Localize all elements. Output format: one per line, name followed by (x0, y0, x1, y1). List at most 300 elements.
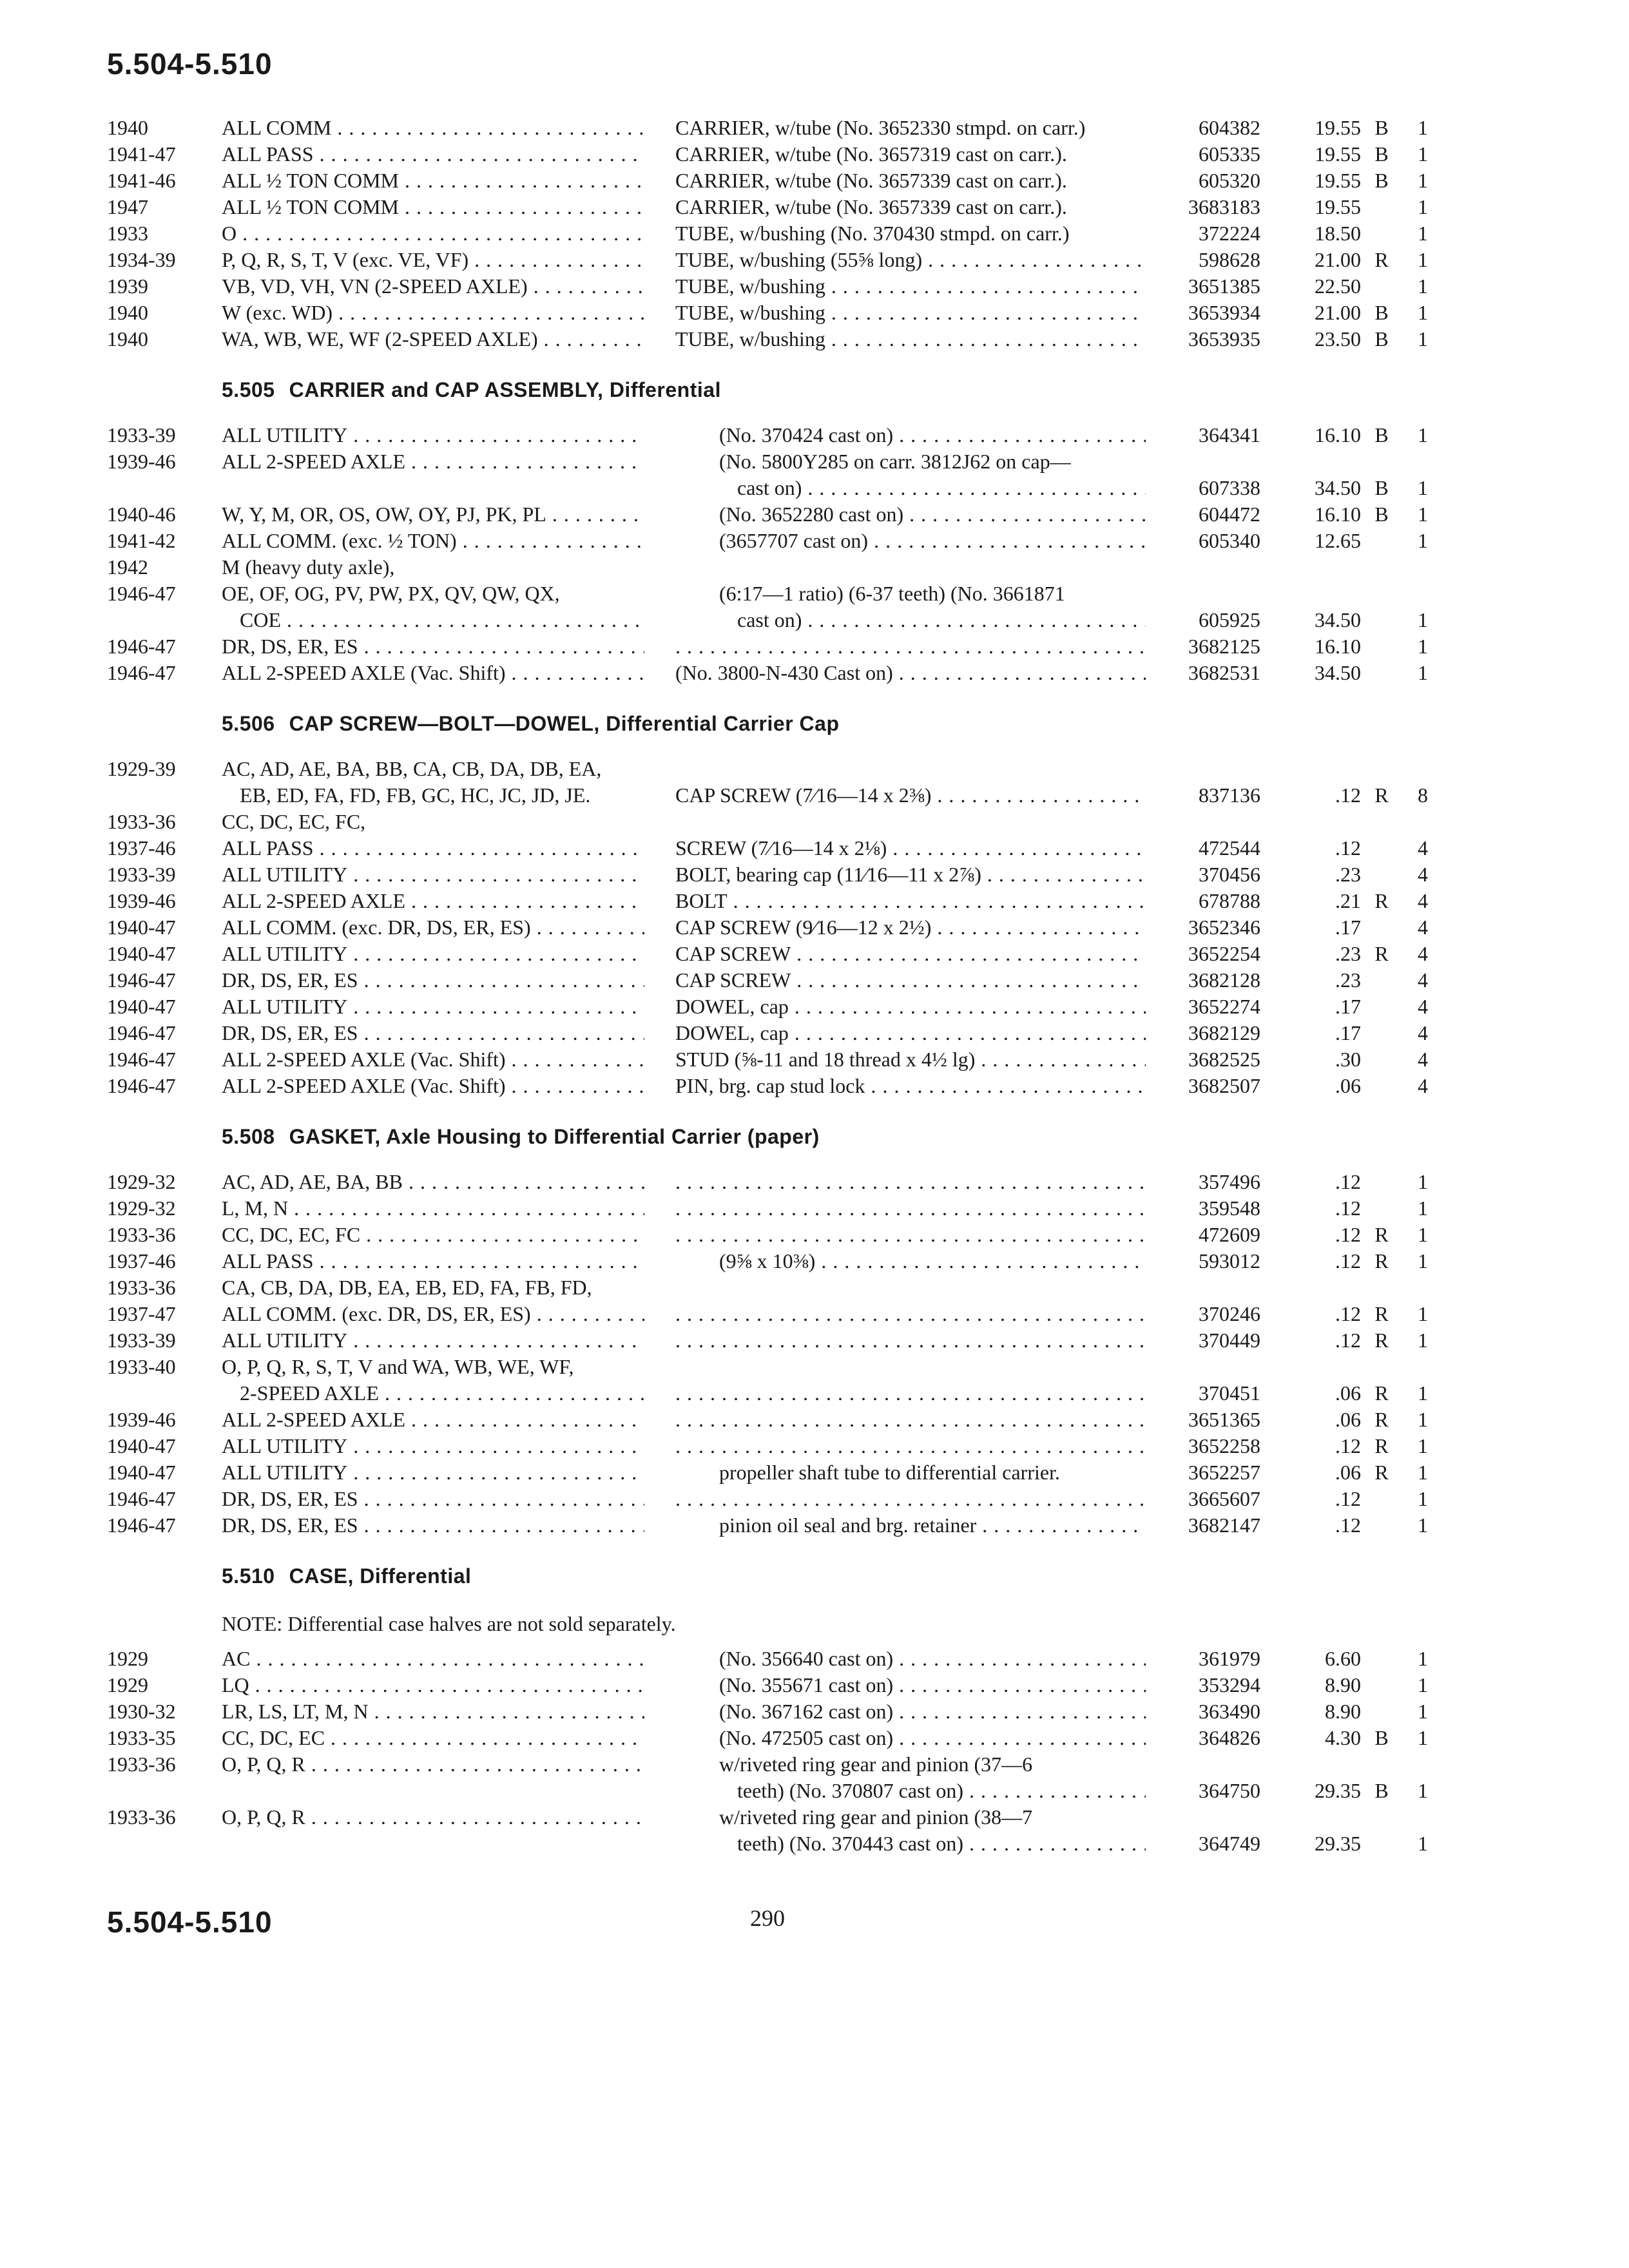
part-description: CAP SCREW (7⁄16—14 x 2⅜) . . . (675, 782, 1146, 809)
model-designation: COE . . . (240, 607, 644, 633)
part-row (0, 194, 1629, 220)
quantity: 1 (1418, 1779, 1428, 1802)
part-row (0, 1380, 1629, 1407)
quantity: 4 (1418, 916, 1428, 939)
part-number: 3682507 (1188, 1074, 1260, 1097)
part-row (0, 660, 1629, 686)
quantity: 4 (1418, 995, 1428, 1018)
part-description (675, 1433, 1146, 1459)
part-row (0, 1020, 1629, 1046)
part-description: CAP SCREW . . . (675, 941, 1146, 967)
model-designation: LQ . . . (222, 1672, 644, 1698)
part-row (0, 1248, 1629, 1274)
part-description: DOWEL, cap . . . (675, 1020, 1146, 1046)
quantity: 1 (1418, 1329, 1428, 1352)
code-letter: B (1374, 327, 1389, 351)
model-designation: AC, AD, AE, BA, BB, CA, CB, DA, DB, EA, (222, 757, 602, 780)
part-number: 357496 (1199, 1170, 1260, 1193)
model-year: 1941-46 (107, 169, 176, 192)
part-row (0, 835, 1629, 861)
model-designation: CC, DC, EC, FC, (222, 810, 366, 833)
part-row (0, 1046, 1629, 1073)
section-number: 5.506 (222, 712, 275, 735)
part-row (0, 1327, 1629, 1354)
part-description: (3657707 cast on) . . . (719, 528, 1146, 554)
part-number: 364826 (1199, 1726, 1260, 1749)
part-row (0, 1073, 1629, 1099)
part-description: TUBE, w/bushing . . . (675, 326, 1146, 352)
part-number: 3652346 (1188, 916, 1260, 939)
section-heading (0, 1539, 1629, 1608)
model-designation: ALL ½ TON COMM . . . (222, 168, 644, 194)
part-description (675, 1222, 1146, 1248)
part-row (0, 1486, 1629, 1512)
quantity: 4 (1418, 1021, 1428, 1044)
part-number: 3682147 (1188, 1514, 1260, 1537)
part-description: CARRIER, w/tube (No. 3657319 cast on carr.). (675, 142, 1067, 166)
code-letter: R (1374, 1329, 1389, 1352)
model-year: 1942 (107, 555, 148, 579)
part-description: cast on) . . . (737, 607, 1146, 633)
part-row (0, 1195, 1629, 1222)
code-letter: R (1374, 1434, 1389, 1457)
model-year: 1946-47 (107, 1487, 176, 1510)
model-designation: VB, VD, VH, VN (2-SPEED AXLE) . . . (222, 273, 644, 300)
part-description: TUBE, w/bushing . . . (675, 300, 1146, 326)
quantity: 1 (1418, 1196, 1428, 1220)
list-price: 19.55 (1315, 195, 1361, 218)
model-year: 1933-39 (107, 423, 176, 447)
model-year: 1929-39 (107, 757, 176, 780)
model-designation: ALL UTILITY . . . (222, 422, 644, 448)
model-year: 1946-47 (107, 635, 176, 658)
part-description: (No. 5800Y285 on carr. 3812J62 on cap— (719, 450, 1071, 473)
model-year: 1946-47 (107, 1021, 176, 1044)
model-year: 1940-47 (107, 995, 176, 1018)
model-year: 1940-46 (107, 503, 176, 526)
model-year: 1939-46 (107, 889, 176, 912)
part-row (0, 475, 1629, 501)
list-price: .06 (1335, 1461, 1361, 1484)
part-number: 472609 (1199, 1223, 1260, 1246)
part-description (675, 1327, 1146, 1354)
part-number: 3682525 (1188, 1048, 1260, 1071)
part-description: CARRIER, w/tube (No. 3657339 cast on carr.). (675, 195, 1067, 218)
model-year: 1940 (107, 116, 148, 139)
part-number: 3651385 (1188, 274, 1260, 298)
part-number: 361979 (1199, 1647, 1260, 1670)
model-year: 1933-36 (107, 1805, 176, 1829)
part-row (0, 967, 1629, 994)
list-price: 29.35 (1315, 1832, 1361, 1855)
model-year: 1946-47 (107, 1074, 176, 1097)
part-description: TUBE, w/bushing (No. 370430 stmpd. on carr.) (675, 222, 1070, 245)
list-price: .06 (1335, 1074, 1361, 1097)
quantity: 8 (1418, 783, 1428, 807)
list-price: 19.55 (1315, 142, 1361, 166)
section-heading (0, 686, 1629, 756)
part-row (0, 1778, 1629, 1804)
list-price: .12 (1335, 1302, 1361, 1325)
code-letter: R (1374, 1408, 1389, 1431)
part-row (0, 168, 1629, 194)
code-letter: R (1374, 889, 1389, 912)
list-price: 6.60 (1325, 1647, 1361, 1670)
list-price: .12 (1335, 1434, 1361, 1457)
model-designation: ALL 2-SPEED AXLE (Vac. Shift) . . . (222, 1073, 644, 1099)
model-designation: ALL COMM. (exc. DR, DS, ER, ES) . . . (222, 1301, 644, 1327)
part-row (0, 861, 1629, 888)
list-price: .12 (1335, 836, 1361, 860)
part-row (0, 581, 1629, 607)
section-title-group (222, 1563, 471, 1590)
part-row (0, 888, 1629, 914)
model-year: 1946-47 (107, 582, 176, 605)
part-number: 370451 (1199, 1381, 1260, 1405)
part-row (0, 1274, 1629, 1301)
model-designation: 2-SPEED AXLE . . . (240, 1380, 644, 1407)
model-year: 1939-46 (107, 450, 176, 473)
page-footer-range: 5.504-5.510 (107, 1905, 273, 1939)
model-year: 1947 (107, 195, 148, 218)
part-description: (No. 356640 cast on) . . . (719, 1646, 1146, 1672)
part-row (0, 115, 1629, 141)
model-year: 1934-39 (107, 248, 176, 271)
part-description: propeller shaft tube to differential carrier. (719, 1461, 1060, 1484)
model-designation: ALL 2-SPEED AXLE (Vac. Shift) . . . (222, 1046, 644, 1073)
model-designation: ALL UTILITY . . . (222, 861, 644, 888)
model-designation: ALL UTILITY . . . (222, 1459, 644, 1486)
model-designation: ALL COMM. (exc. ½ TON) . . . (222, 528, 644, 554)
part-number: 3652257 (1188, 1461, 1260, 1484)
part-description: BOLT . . . (675, 888, 1146, 914)
section-heading (0, 352, 1629, 422)
part-description: w/riveted ring gear and pinion (37—6 (719, 1753, 1033, 1776)
section-title: CAP SCREW—BOLT—DOWEL, Differential Carrier Cap (289, 712, 840, 735)
quantity: 1 (1418, 222, 1428, 245)
part-number: 593012 (1199, 1249, 1260, 1273)
part-description: (No. 367162 cast on) . . . (719, 1698, 1146, 1725)
code-letter: B (1374, 423, 1389, 447)
list-price: .12 (1335, 1249, 1361, 1273)
list-price: .30 (1335, 1048, 1361, 1071)
part-description: (9⅝ x 10⅜) . . . (719, 1248, 1146, 1274)
quantity: 1 (1418, 1381, 1428, 1405)
part-number: 605340 (1199, 529, 1260, 552)
part-description: (No. 472505 cast on) . . . (719, 1725, 1146, 1751)
section-title-group (222, 711, 839, 737)
code-letter: B (1374, 1726, 1389, 1749)
list-price: .21 (1335, 889, 1361, 912)
code-letter: R (1374, 248, 1389, 271)
quantity: 1 (1418, 274, 1428, 298)
quantity: 4 (1418, 1074, 1428, 1097)
part-number: 363490 (1199, 1700, 1260, 1723)
model-designation: CA, CB, DA, DB, EA, EB, ED, FA, FB, FD, (222, 1276, 592, 1299)
list-price: .12 (1335, 1196, 1361, 1220)
part-row (0, 273, 1629, 300)
model-year: 1946-47 (107, 1514, 176, 1537)
list-price: 8.90 (1325, 1673, 1361, 1696)
quantity: 4 (1418, 889, 1428, 912)
list-price: .06 (1335, 1381, 1361, 1405)
part-row (0, 554, 1629, 581)
part-row (0, 528, 1629, 554)
part-number: 3682125 (1188, 635, 1260, 658)
quantity: 1 (1418, 248, 1428, 271)
quantity: 4 (1418, 942, 1428, 965)
model-designation: ALL 2-SPEED AXLE (Vac. Shift) . . . (222, 660, 644, 686)
quantity: 4 (1418, 968, 1428, 992)
quantity: 1 (1418, 1170, 1428, 1193)
model-year: 1933-36 (107, 810, 176, 833)
quantity: 1 (1418, 301, 1428, 324)
part-description: (No. 370424 cast on) . . . (719, 422, 1146, 448)
model-designation: ALL UTILITY . . . (222, 994, 644, 1020)
list-price: .17 (1335, 1021, 1361, 1044)
part-row (0, 501, 1629, 528)
part-row (0, 809, 1629, 835)
part-row (0, 607, 1629, 633)
quantity: 1 (1418, 195, 1428, 218)
part-row (0, 941, 1629, 967)
part-row (0, 1698, 1629, 1725)
part-description (675, 1380, 1146, 1407)
part-number: 604472 (1199, 503, 1260, 526)
list-price: 19.55 (1315, 116, 1361, 139)
part-row (0, 220, 1629, 247)
list-price: .17 (1335, 995, 1361, 1018)
quantity: 1 (1418, 116, 1428, 139)
model-designation: ALL 2-SPEED AXLE . . . (222, 888, 644, 914)
quantity: 1 (1418, 1514, 1428, 1537)
code-letter: B (1374, 116, 1389, 139)
page-header-range: 5.504-5.510 (107, 47, 273, 81)
part-number: 3682129 (1188, 1021, 1260, 1044)
part-row (0, 1407, 1629, 1433)
quantity: 1 (1418, 529, 1428, 552)
model-designation: ALL UTILITY . . . (222, 941, 644, 967)
list-price: 8.90 (1325, 1700, 1361, 1723)
model-designation: ALL ½ TON COMM . . . (222, 194, 644, 220)
quantity: 1 (1418, 327, 1428, 351)
part-number: 370246 (1199, 1302, 1260, 1325)
model-designation: OE, OF, OG, PV, PW, PX, QV, QW, QX, (222, 582, 560, 605)
part-number: 3653935 (1188, 327, 1260, 351)
part-number: 604382 (1199, 116, 1260, 139)
list-price: .12 (1335, 1514, 1361, 1537)
part-number: 605320 (1199, 169, 1260, 192)
model-year: 1929-32 (107, 1170, 176, 1193)
model-year: 1940-47 (107, 916, 176, 939)
model-year: 1946-47 (107, 661, 176, 684)
quantity: 4 (1418, 863, 1428, 886)
part-row (0, 141, 1629, 168)
model-designation: M (heavy duty axle), (222, 555, 395, 579)
model-designation: O, P, Q, R . . . (222, 1804, 644, 1831)
model-designation: ALL COMM . . . (222, 115, 644, 141)
part-row (0, 1459, 1629, 1486)
model-designation: DR, DS, ER, ES . . . (222, 967, 644, 994)
model-year: 1941-47 (107, 142, 176, 166)
quantity: 1 (1418, 661, 1428, 684)
part-row (0, 1831, 1629, 1857)
model-year: 1933-36 (107, 1276, 176, 1299)
part-number: 3665607 (1188, 1487, 1260, 1510)
model-designation: W, Y, M, OR, OS, OW, OY, PJ, PK, PL . . . (222, 501, 644, 528)
list-price: .23 (1335, 863, 1361, 886)
part-number: 598628 (1199, 248, 1260, 271)
part-number: 3682531 (1188, 661, 1260, 684)
part-description (675, 1301, 1146, 1327)
model-year: 1933-40 (107, 1355, 176, 1378)
model-year: 1933 (107, 222, 148, 245)
part-number: 364749 (1199, 1832, 1260, 1855)
list-price: 4.30 (1325, 1726, 1361, 1749)
part-row (0, 1512, 1629, 1539)
quantity: 1 (1418, 169, 1428, 192)
code-letter: B (1374, 503, 1389, 526)
quantity: 1 (1418, 1249, 1428, 1273)
part-row (0, 1354, 1629, 1380)
list-price: 19.55 (1315, 169, 1361, 192)
list-price: 18.50 (1315, 222, 1361, 245)
code-letter: R (1374, 1381, 1389, 1405)
list-price: .12 (1335, 783, 1361, 807)
list-price: 16.10 (1315, 423, 1361, 447)
part-row (0, 1804, 1629, 1831)
model-designation: O, P, Q, R . . . (222, 1751, 644, 1778)
part-number: 3652254 (1188, 942, 1260, 965)
part-description: pinion oil seal and brg. retainer . . . (719, 1512, 1146, 1539)
list-price: .17 (1335, 916, 1361, 939)
part-number: 364750 (1199, 1779, 1260, 1802)
list-price: .12 (1335, 1487, 1361, 1510)
part-row (0, 300, 1629, 326)
code-letter: B (1374, 1779, 1389, 1802)
list-price: .12 (1335, 1223, 1361, 1246)
part-row (0, 1169, 1629, 1195)
model-year: 1939 (107, 274, 148, 298)
list-price: 34.50 (1315, 608, 1361, 631)
part-number: 370449 (1199, 1329, 1260, 1352)
part-description: w/riveted ring gear and pinion (38—7 (719, 1805, 1033, 1829)
model-year: 1940-47 (107, 1461, 176, 1484)
model-year: 1933-39 (107, 863, 176, 886)
model-year: 1930-32 (107, 1700, 176, 1723)
model-year: 1937-46 (107, 1249, 176, 1273)
quantity: 1 (1418, 635, 1428, 658)
quantity: 1 (1418, 476, 1428, 499)
part-number: 605925 (1199, 608, 1260, 631)
quantity: 1 (1418, 1223, 1428, 1246)
part-description: teeth) (No. 370807 cast on) . . . (737, 1778, 1146, 1804)
model-designation: ALL PASS . . . (222, 141, 644, 168)
quantity: 4 (1418, 836, 1428, 860)
list-price: 34.50 (1315, 476, 1361, 499)
part-number: 353294 (1199, 1673, 1260, 1696)
model-designation: O, P, Q, R, S, T, V and WA, WB, WE, WF, (222, 1355, 574, 1378)
list-price: 22.50 (1315, 274, 1361, 298)
list-price: 12.65 (1315, 529, 1361, 552)
part-row (0, 994, 1629, 1020)
part-description: (6:17—1 ratio) (6-37 teeth) (No. 3661871 (719, 582, 1065, 605)
part-number: 605335 (1199, 142, 1260, 166)
model-year: 1933-39 (107, 1329, 176, 1352)
quantity: 1 (1418, 1700, 1428, 1723)
section-title: CASE, Differential (289, 1564, 472, 1588)
model-designation: CC, DC, EC . . . (222, 1725, 644, 1751)
part-row (0, 326, 1629, 352)
part-description (675, 1407, 1146, 1433)
quantity: 1 (1418, 503, 1428, 526)
part-description: BOLT, bearing cap (11⁄16—11 x 2⅞) . . . (675, 861, 1146, 888)
quantity: 1 (1418, 608, 1428, 631)
part-number: 607338 (1199, 476, 1260, 499)
part-description: (No. 3800-N-430 Cast on) . . . (675, 660, 1146, 686)
code-letter: B (1374, 476, 1389, 499)
section-title-group (222, 1124, 820, 1150)
model-designation: ALL 2-SPEED AXLE . . . (222, 448, 644, 475)
list-price: .12 (1335, 1170, 1361, 1193)
model-year: 1939-46 (107, 1408, 176, 1431)
part-row (0, 756, 1629, 782)
model-year: 1940 (107, 301, 148, 324)
code-letter: R (1374, 1461, 1389, 1484)
model-designation: WA, WB, WE, WF (2-SPEED AXLE) . . . (222, 326, 644, 352)
model-year: 1946-47 (107, 968, 176, 992)
part-description: (No. 3652280 cast on) . . . (719, 501, 1146, 528)
model-year: 1940 (107, 327, 148, 351)
part-number: 837136 (1199, 783, 1260, 807)
list-price: 23.50 (1315, 327, 1361, 351)
list-price: 16.10 (1315, 635, 1361, 658)
quantity: 1 (1418, 423, 1428, 447)
part-row (0, 448, 1629, 475)
model-year: 1933-35 (107, 1726, 176, 1749)
part-number: 3652258 (1188, 1434, 1260, 1457)
section-heading (0, 1099, 1629, 1169)
part-number: 3682128 (1188, 968, 1260, 992)
part-description: CAP SCREW . . . (675, 967, 1146, 994)
section-title: GASKET, Axle Housing to Differential Carrier (paper) (289, 1125, 820, 1148)
code-letter: R (1374, 783, 1389, 807)
model-designation: P, Q, R, S, T, V (exc. VE, VF) . . . (222, 247, 644, 273)
quantity: 1 (1418, 1726, 1428, 1749)
part-number: 3652274 (1188, 995, 1260, 1018)
code-letter: R (1374, 942, 1389, 965)
model-designation: O . . . (222, 220, 644, 247)
model-year: 1937-47 (107, 1302, 176, 1325)
model-designation: ALL 2-SPEED AXLE . . . (222, 1407, 644, 1433)
section-number: 5.505 (222, 378, 275, 401)
code-letter: B (1374, 142, 1389, 166)
part-description: CAP SCREW (9⁄16—12 x 2½) . . . (675, 914, 1146, 941)
model-year: 1940-47 (107, 942, 176, 965)
part-description: PIN, brg. cap stud lock . . . (675, 1073, 1146, 1099)
model-designation: LR, LS, LT, M, N . . . (222, 1698, 644, 1725)
model-year: 1946-47 (107, 1048, 176, 1071)
model-year: 1933-36 (107, 1753, 176, 1776)
part-number: 678788 (1199, 889, 1260, 912)
model-year: 1933-36 (107, 1223, 176, 1246)
model-designation: ALL UTILITY . . . (222, 1327, 644, 1354)
note-text: NOTE: Differential case halves are not sold separately. (222, 1612, 676, 1635)
section-title: CARRIER and CAP ASSEMBLY, Differential (289, 378, 721, 401)
model-designation: AC, AD, AE, BA, BB . . . (222, 1169, 644, 1195)
page-number: 290 (750, 1905, 785, 1931)
quantity: 1 (1418, 1302, 1428, 1325)
